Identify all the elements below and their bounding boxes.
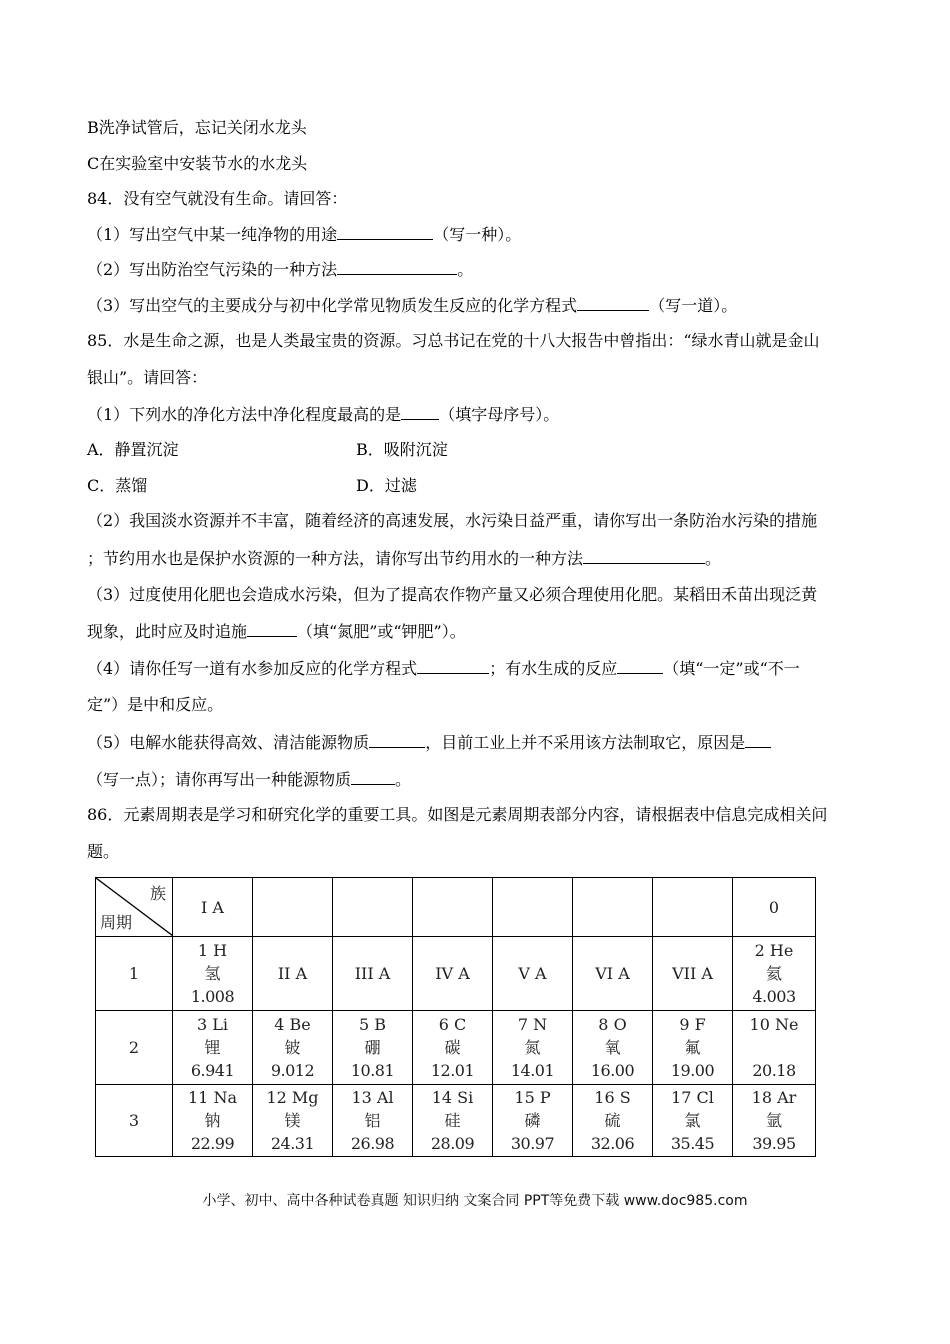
element-mass: 22.99 — [190, 1134, 235, 1153]
group-label: VII A — [653, 937, 733, 1011]
group-label: V A — [493, 937, 573, 1011]
element-mass: 1.008 — [190, 987, 235, 1006]
element-cell — [173, 1085, 253, 1157]
element-symbol: 12 Mg — [266, 1088, 319, 1107]
element-name: 硅 — [444, 1111, 461, 1130]
element-mass: 35.45 — [670, 1134, 715, 1153]
q85-4-text: （4）请你任写一道有水参加反应的化学方程式 — [87, 659, 418, 678]
element-cell — [253, 1011, 333, 1085]
element-mass: 32.06 — [590, 1134, 635, 1153]
question-85-line2: 银山”。请回答： — [87, 368, 208, 387]
element-symbol: 15 P — [514, 1088, 551, 1107]
header-empty — [573, 878, 653, 937]
answer-blank[interactable] — [337, 258, 457, 275]
element-symbol: 6 C — [438, 1015, 467, 1034]
element-cell — [573, 1011, 653, 1085]
element-cell — [253, 1085, 333, 1157]
header-empty — [493, 878, 573, 937]
question-85-part4-line1 — [87, 657, 800, 680]
element-name: 硫 — [604, 1111, 621, 1130]
answer-blank[interactable] — [583, 547, 705, 564]
element-mass: 30.97 — [510, 1134, 555, 1153]
element-mass: 9.012 — [270, 1061, 315, 1080]
header-group-0: 0 — [733, 878, 816, 937]
element-cell — [333, 1085, 413, 1157]
question-85-part2-line2 — [87, 547, 721, 570]
element-symbol: 4 Be — [274, 1015, 311, 1034]
header-group-1a: I A — [173, 878, 253, 937]
element-name: 碳 — [444, 1038, 461, 1057]
element-name: 铝 — [364, 1111, 381, 1130]
header-empty — [413, 878, 493, 937]
element-symbol: 2 He — [754, 941, 794, 960]
element-name: 氩 — [765, 1111, 782, 1130]
q85-2-tail: 。 — [705, 549, 722, 568]
element-cell — [173, 937, 253, 1011]
element-cell — [173, 1011, 253, 1085]
element-cell — [653, 1085, 733, 1157]
page-footer: 小学、初中、高中各种试卷真题 知识归纳 文案合同 PPT等免费下载 www.doc985.com — [202, 1193, 748, 1209]
q85-1-text: （1）下列水的净化方法中净化程度最高的是 — [87, 405, 402, 424]
element-name: 磷 — [524, 1111, 541, 1130]
element-mass: 14.01 — [510, 1061, 555, 1080]
q84-3-text: （3）写出空气的主要成分与初中化学常见物质发生反应的化学方程式 — [87, 296, 578, 315]
period-label: 2 — [96, 1011, 173, 1085]
question-84-title: 84．没有空气就没有生命。请回答： — [87, 189, 348, 208]
element-symbol: 3 Li — [196, 1015, 228, 1034]
option-c-line: C在实验室中安装节水的水龙头 — [87, 154, 308, 173]
corner-group-label: 族 — [149, 884, 166, 903]
question-86-line2: 题。 — [87, 842, 120, 861]
element-cell — [493, 1011, 573, 1085]
element-mass: 19.00 — [670, 1061, 715, 1080]
element-name: 镁 — [284, 1111, 301, 1130]
element-name — [733, 1036, 815, 1059]
element-cell — [573, 1085, 653, 1157]
element-symbol: 7 N — [517, 1015, 548, 1034]
element-symbol: 8 O — [598, 1015, 627, 1034]
question-86-line1: 86．元素周期表是学习和研究化学的重要工具。如图是元素周期表部分内容，请根据表中信息完成相关问 — [87, 805, 828, 824]
element-name: 氮 — [524, 1038, 541, 1057]
period-label: 1 — [96, 937, 173, 1011]
question-85-part3-line2 — [87, 620, 466, 643]
element-mass: 10.81 — [350, 1061, 395, 1080]
element-mass: 28.09 — [430, 1134, 475, 1153]
element-cell — [733, 1011, 816, 1085]
answer-blank[interactable] — [745, 731, 771, 748]
element-name: 钠 — [204, 1111, 221, 1130]
element-mass: 26.98 — [350, 1134, 395, 1153]
element-mass: 24.31 — [270, 1134, 315, 1153]
question-85-part1 — [87, 403, 559, 426]
element-name: 氢 — [204, 964, 221, 983]
q84-1-text: （1）写出空气中某一纯净物的用途 — [87, 225, 338, 244]
answer-blank[interactable] — [247, 620, 297, 637]
choice-a: A．静置沉淀 — [87, 440, 179, 459]
element-symbol: 11 Na — [188, 1088, 237, 1107]
question-85-part3-line1: （3）过度使用化肥也会造成水污染，但为了提高农作物产量又必须合理使用化肥。某稻田禾苗出现泛黄 — [87, 585, 818, 604]
question-85-line1: 85．水是生命之源，也是人类最宝贵的资源。习总书记在党的十八大报告中曾指出：“绿水青山就是金山 — [87, 331, 820, 350]
q85-2-text: ；节约用水也是保护水资源的一种方法，请你写出节约用水的一种方法 — [87, 549, 584, 568]
element-mass: 12.01 — [430, 1061, 475, 1080]
element-cell — [413, 1085, 493, 1157]
question-84-part3 — [87, 294, 737, 317]
element-name: 氯 — [684, 1111, 701, 1130]
question-85-part5-line1 — [87, 731, 771, 754]
question-84-part1 — [87, 223, 521, 246]
element-name: 硼 — [364, 1038, 381, 1057]
group-label: VI A — [573, 937, 653, 1011]
element-mass: 6.941 — [190, 1061, 235, 1080]
question-84-part2 — [87, 258, 473, 281]
corner-period-label: 周期 — [100, 913, 133, 932]
q85-3-tail: （填“氮肥”或“钾肥”）。 — [297, 622, 466, 641]
element-name: 锂 — [204, 1038, 221, 1057]
group-label: III A — [333, 937, 413, 1011]
q85-5-text2: （写一点）；请你再写出一种能源物质 — [87, 770, 352, 789]
header-empty — [333, 878, 413, 937]
q84-3-tail: （写一道）。 — [649, 296, 738, 315]
choice-b: B．吸附沉淀 — [356, 440, 448, 459]
q84-1-tail: （写一种）。 — [433, 225, 522, 244]
header-corner — [96, 878, 173, 937]
q84-2-text: （2）写出防治空气污染的一种方法 — [87, 260, 338, 279]
question-85-part5-line2 — [87, 768, 411, 791]
q85-4-mid: ；有水生成的反应 — [489, 659, 618, 678]
element-symbol: 14 Si — [431, 1088, 474, 1107]
choice-d: D．过滤 — [356, 476, 417, 495]
element-cell — [413, 1011, 493, 1085]
q85-5-tail: 。 — [395, 770, 412, 789]
option-b-line: B洗净试管后，忘记关闭水龙头 — [87, 118, 307, 137]
q85-1-tail: （填字母序号）。 — [439, 405, 560, 424]
element-symbol: 18 Ar — [751, 1088, 797, 1107]
element-symbol: 9 F — [679, 1015, 706, 1034]
element-name: 铍 — [284, 1038, 301, 1057]
element-symbol: 16 S — [594, 1088, 631, 1107]
choice-c: C．蒸馏 — [87, 476, 148, 495]
q85-3-text: 现象，此时应及时追施 — [87, 622, 248, 641]
element-mass: 39.95 — [752, 1134, 796, 1153]
element-name: 氦 — [765, 964, 782, 983]
answer-blank[interactable] — [417, 657, 489, 674]
element-cell — [653, 1011, 733, 1085]
element-symbol: 17 Cl — [671, 1088, 714, 1107]
answer-blank[interactable] — [351, 768, 395, 785]
element-symbol: 1 H — [197, 941, 228, 960]
element-name: 氧 — [604, 1038, 621, 1057]
period-label: 3 — [96, 1085, 173, 1157]
answer-blank[interactable] — [401, 403, 439, 420]
element-name: 氟 — [684, 1038, 701, 1057]
element-symbol: 10 Ne — [749, 1015, 799, 1034]
group-label: IV A — [413, 937, 493, 1011]
periodic-table — [95, 877, 816, 1157]
q85-4-tail: （填“一定”或“不一 — [663, 659, 800, 678]
answer-blank[interactable] — [337, 223, 433, 240]
element-mass: 16.00 — [590, 1061, 635, 1080]
q84-2-tail: 。 — [457, 260, 474, 279]
q85-5-text: （5）电解水能获得高效、清洁能源物质 — [87, 733, 370, 752]
answer-blank[interactable] — [617, 657, 663, 674]
element-mass: 4.003 — [752, 987, 796, 1006]
element-cell — [333, 1011, 413, 1085]
element-mass: 20.18 — [752, 1061, 796, 1080]
element-cell — [733, 1085, 816, 1157]
question-85-part2-line1: （2）我国淡水资源并不丰富，随着经济的高速发展，水污染日益严重，请你写出一条防治水污染的措施 — [87, 511, 818, 530]
element-symbol: 5 B — [358, 1015, 387, 1034]
header-empty — [653, 878, 733, 937]
answer-blank[interactable] — [577, 294, 649, 311]
header-empty — [253, 878, 333, 937]
question-85-part4-line2: 定”）是中和反应。 — [87, 695, 224, 714]
element-cell — [733, 937, 816, 1011]
element-cell — [493, 1085, 573, 1157]
answer-blank[interactable] — [369, 731, 425, 748]
group-label: II A — [253, 937, 333, 1011]
q85-5-mid: ，目前工业上并不采用该方法制取它，原因是 — [425, 733, 746, 752]
element-symbol: 13 Al — [351, 1088, 394, 1107]
